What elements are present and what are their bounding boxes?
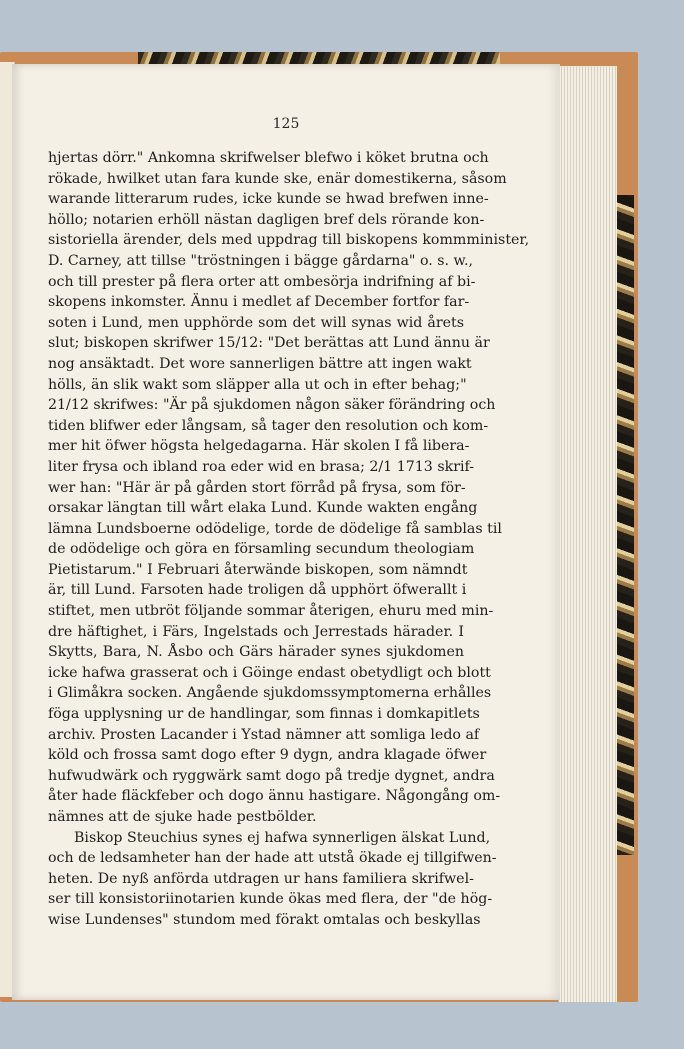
text-line: nog ansäktadt. Det wore sannerligen bättre att ingen wakt xyxy=(48,355,472,372)
text-line: höllo; notarien erhöll nästan dagligen bref dels rörande kon- xyxy=(48,211,485,228)
text-line: Biskop Steuchius synes ej hafwa synnerligen älskat Lund, xyxy=(74,829,491,846)
text-line: heten. De nyß anförda utdragen ur hans familiera skrifwel- xyxy=(48,870,474,887)
text-line: rökade, hwilket utan fara kunde ske, enär domestikerna, såsom xyxy=(48,170,507,187)
text-line: hölls, än slik wakt som släpper alla ut och in efter behag;" xyxy=(48,376,467,393)
text-line: åter hade fläckfeber och dogo ännu hastigare. Någongång om- xyxy=(48,788,501,805)
page-stack-edges xyxy=(558,66,617,1002)
text-line: archiv. Prosten Lacander i Ystad nämner att somliga ledo af xyxy=(48,726,480,743)
text-line: stiftet, men utbröt följande sommar återigen, ehuru med min- xyxy=(48,603,494,620)
text-line: 21/12 skrifwes: "Är på sjukdomen någon säker förändring och xyxy=(48,397,496,414)
text-line: Skytts, Bara, N. Åsbo och Gärs härader synes sjukdomen xyxy=(48,644,464,661)
text-line: lämna Lundsboerne odödelige, torde de dödelige få samblas til xyxy=(48,520,502,537)
page-number: 125 xyxy=(272,116,300,132)
text-line: orsakar längtan till wårt elaka Lund. Kunde wakten engång xyxy=(48,500,478,517)
text-line: icke hafwa grasserat och i Göinge endast obetydligt och blott xyxy=(48,664,491,681)
text-line: warande litterarum rudes, icke kunde se hwad brefwen inne- xyxy=(48,191,489,208)
text-line: föga upplysning ur de handlingar, som finnas i domkapitlets xyxy=(48,706,480,723)
text-line: wise Lundenses" stundom med förakt omtalas och beskyllas xyxy=(48,911,481,928)
text-line: soten i Lund, men upphörde som det will synas wid årets xyxy=(48,314,464,331)
text-line: slut; biskopen skrifwer 15/12: "Det berättas att Lund ännu är xyxy=(48,335,490,352)
book-page xyxy=(12,64,560,1000)
text-line: är, till Lund. Farsoten hade troligen då upphört öfwerallt i xyxy=(48,582,467,599)
text-line: liter frysa och ibland roa eder wid en brasa; 2/1 1713 skrif- xyxy=(48,458,475,475)
text-line: Pietistarum." I Februari återwände biskopen, som nämndt xyxy=(48,561,468,578)
page-text xyxy=(48,148,530,931)
text-line: de odödelige och göra en församling secundum theologiam xyxy=(48,541,475,558)
text-line: i Glimåkra socken. Angående sjukdomssymptomerna erhålles xyxy=(48,685,492,702)
text-line: ser till konsistoriinotarien kunde ökas med flera, der "de hög- xyxy=(48,891,493,908)
text-line: och till prester på flera orter att ombesörja indrifning af bi- xyxy=(48,273,476,290)
text-line: hjertas dörr." Ankomna skrifwelser blefwo i köket brutna och xyxy=(48,150,489,166)
text-line: köld och frossa samt dogo efter 9 dygn, andra klagade öfwer xyxy=(48,747,487,764)
text-line: sistoriella ärender, dels med uppdrag till biskopens kommminister, xyxy=(48,232,530,249)
text-line: wer han: "Här är på gården stort förråd på frysa, som för- xyxy=(48,479,466,496)
text-line: skopens inkomster. Ännu i medlet af December fortfor far- xyxy=(48,294,470,311)
text-line: D. Carney, att tillse "tröstningen i bägge gårdarna" o. s. w., xyxy=(48,252,474,269)
text-line: nämnes att de sjuke hade pestbölder. xyxy=(48,809,317,825)
text-line: mer hit öfwer högsta helgedagarna. Här skolen I få libera- xyxy=(48,438,470,455)
text-line: och de ledsamheter han der hade att utstå ökade ej tillgifwen- xyxy=(48,850,497,867)
text-line: tiden blifwer eder långsam, så tager den resolution och kom- xyxy=(48,417,489,434)
text-line: hufwudwärk och ryggwärk samt dogo på tredje dygnet, andra xyxy=(48,767,495,784)
text-line: dre häftighet, i Färs, Ingelstads och Jerrestads härader. I xyxy=(48,623,464,640)
